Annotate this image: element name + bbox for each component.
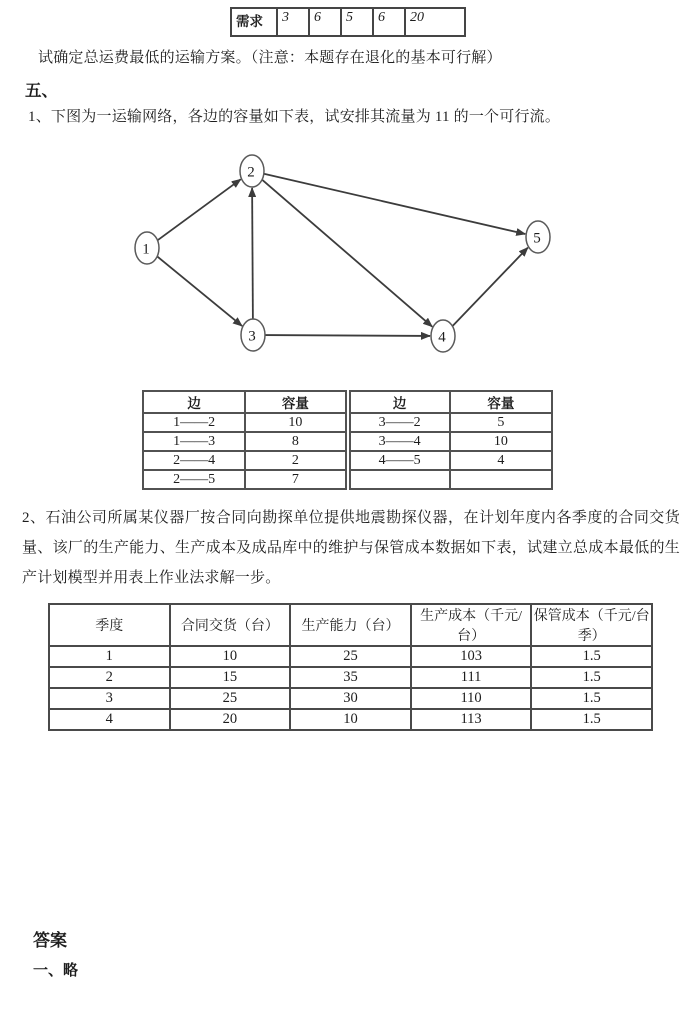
node-label-5: 5 — [533, 230, 541, 247]
table-cell — [450, 470, 552, 489]
edge-2-5 — [264, 174, 525, 234]
table-cell: 3——2 — [348, 413, 450, 432]
node-label-2: 2 — [247, 164, 255, 181]
table-row — [143, 451, 552, 470]
demand-table — [230, 7, 466, 37]
table-cell: 6 — [373, 8, 405, 36]
question-1-text — [28, 105, 560, 126]
section-heading: 五、 — [25, 81, 58, 100]
table-cell: 113 — [411, 709, 532, 730]
table-row — [143, 470, 552, 489]
table-cell: 1.5 — [531, 667, 652, 688]
table-cell: 110 — [411, 688, 532, 709]
column-header: 保管成本（千元/台季） — [531, 604, 652, 646]
table-cell: 103 — [411, 646, 532, 667]
table-cell: 1——3 — [143, 432, 245, 451]
table-cell: 111 — [411, 667, 532, 688]
column-header: 季度 — [49, 604, 170, 646]
capacity-table — [142, 390, 553, 490]
column-header: 合同交货（台） — [170, 604, 291, 646]
table-cell: 6 — [309, 8, 341, 36]
table-cell: 25 — [290, 646, 411, 667]
table-row — [143, 432, 552, 451]
table-cell: 20 — [405, 8, 465, 36]
table-cell — [348, 470, 450, 489]
flow-value: 11 — [434, 109, 450, 125]
node-label-1: 1 — [142, 241, 150, 258]
table-header-row — [49, 604, 652, 646]
column-header: 容量 — [450, 391, 552, 413]
question-1-body: 、下图为一运输网络，各边的容量如下表，试安排其流量为 — [35, 109, 435, 125]
table-cell: 1 — [49, 646, 170, 667]
question-2-text: 2、石油公司所属某仪器厂按合同向勘探单位提供地震勘探仪器，在计划年度内各季度的合同交货量、该厂的生产能力、生产成本及成品库中的维护与保管成本数据如下表，试建立总成本最低的生产计划模型并用表上作业法求解一步。 — [22, 510, 680, 586]
node-label-3: 3 — [248, 328, 256, 345]
table-cell: 3 — [49, 688, 170, 709]
table-row — [49, 709, 652, 730]
column-header: 容量 — [245, 391, 347, 413]
table-cell: 2 — [245, 451, 347, 470]
table-cell: 1.5 — [531, 646, 652, 667]
column-header: 边 — [348, 391, 450, 413]
edge-3-4 — [265, 335, 430, 336]
column-header: 边 — [143, 391, 245, 413]
question-1-number: 1 — [28, 109, 36, 125]
edge-2-4 — [262, 180, 432, 327]
network-diagram-svg — [0, 140, 694, 385]
table-cell: 2——4 — [143, 451, 245, 470]
table-row — [49, 646, 652, 667]
edge-1-2 — [158, 179, 241, 240]
table-cell: 4——5 — [348, 451, 450, 470]
edge-4-5 — [452, 248, 527, 327]
table-cell: 2 — [49, 667, 170, 688]
table-cell: 10 — [290, 709, 411, 730]
table-row — [49, 688, 652, 709]
answer-heading: 答案 — [33, 931, 67, 950]
table-cell: 1.5 — [531, 688, 652, 709]
network-diagram — [0, 140, 694, 385]
production-table — [48, 603, 653, 731]
table-cell: 30 — [290, 688, 411, 709]
table-cell: 35 — [290, 667, 411, 688]
table-cell: 3——4 — [348, 432, 450, 451]
table-cell: 10 — [170, 646, 291, 667]
table-row — [49, 667, 652, 688]
table-row — [231, 8, 465, 36]
table-cell: 25 — [170, 688, 291, 709]
edge-1-3 — [157, 256, 242, 326]
table-cell: 5 — [450, 413, 552, 432]
answer-item: 一、略 — [33, 963, 79, 979]
table-cell: 8 — [245, 432, 347, 451]
table-cell: 1——2 — [143, 413, 245, 432]
table-row — [143, 413, 552, 432]
column-header: 生产能力（台） — [290, 604, 411, 646]
node-label-4: 4 — [438, 329, 446, 346]
table-cell: 4 — [49, 709, 170, 730]
table-cell: 1.5 — [531, 709, 652, 730]
table-cell: 10 — [450, 432, 552, 451]
table-cell: 10 — [245, 413, 347, 432]
table-cell: 15 — [170, 667, 291, 688]
edge-3-2 — [252, 188, 253, 319]
table-cell: 3 — [277, 8, 309, 36]
table-cell: 4 — [450, 451, 552, 470]
demand-label-cell: 需求 — [231, 8, 277, 36]
question-1-tail: 的一个可行流。 — [449, 109, 561, 125]
table-header-row — [143, 391, 552, 413]
intro-line: 试确定总运费最低的运输方案。（注意：本题存在退化的基本可行解） — [38, 50, 502, 66]
table-cell: 7 — [245, 470, 347, 489]
table-cell: 2——5 — [143, 470, 245, 489]
table-cell: 5 — [341, 8, 373, 36]
column-header: 生产成本（千元/台） — [411, 604, 532, 646]
table-cell: 20 — [170, 709, 291, 730]
